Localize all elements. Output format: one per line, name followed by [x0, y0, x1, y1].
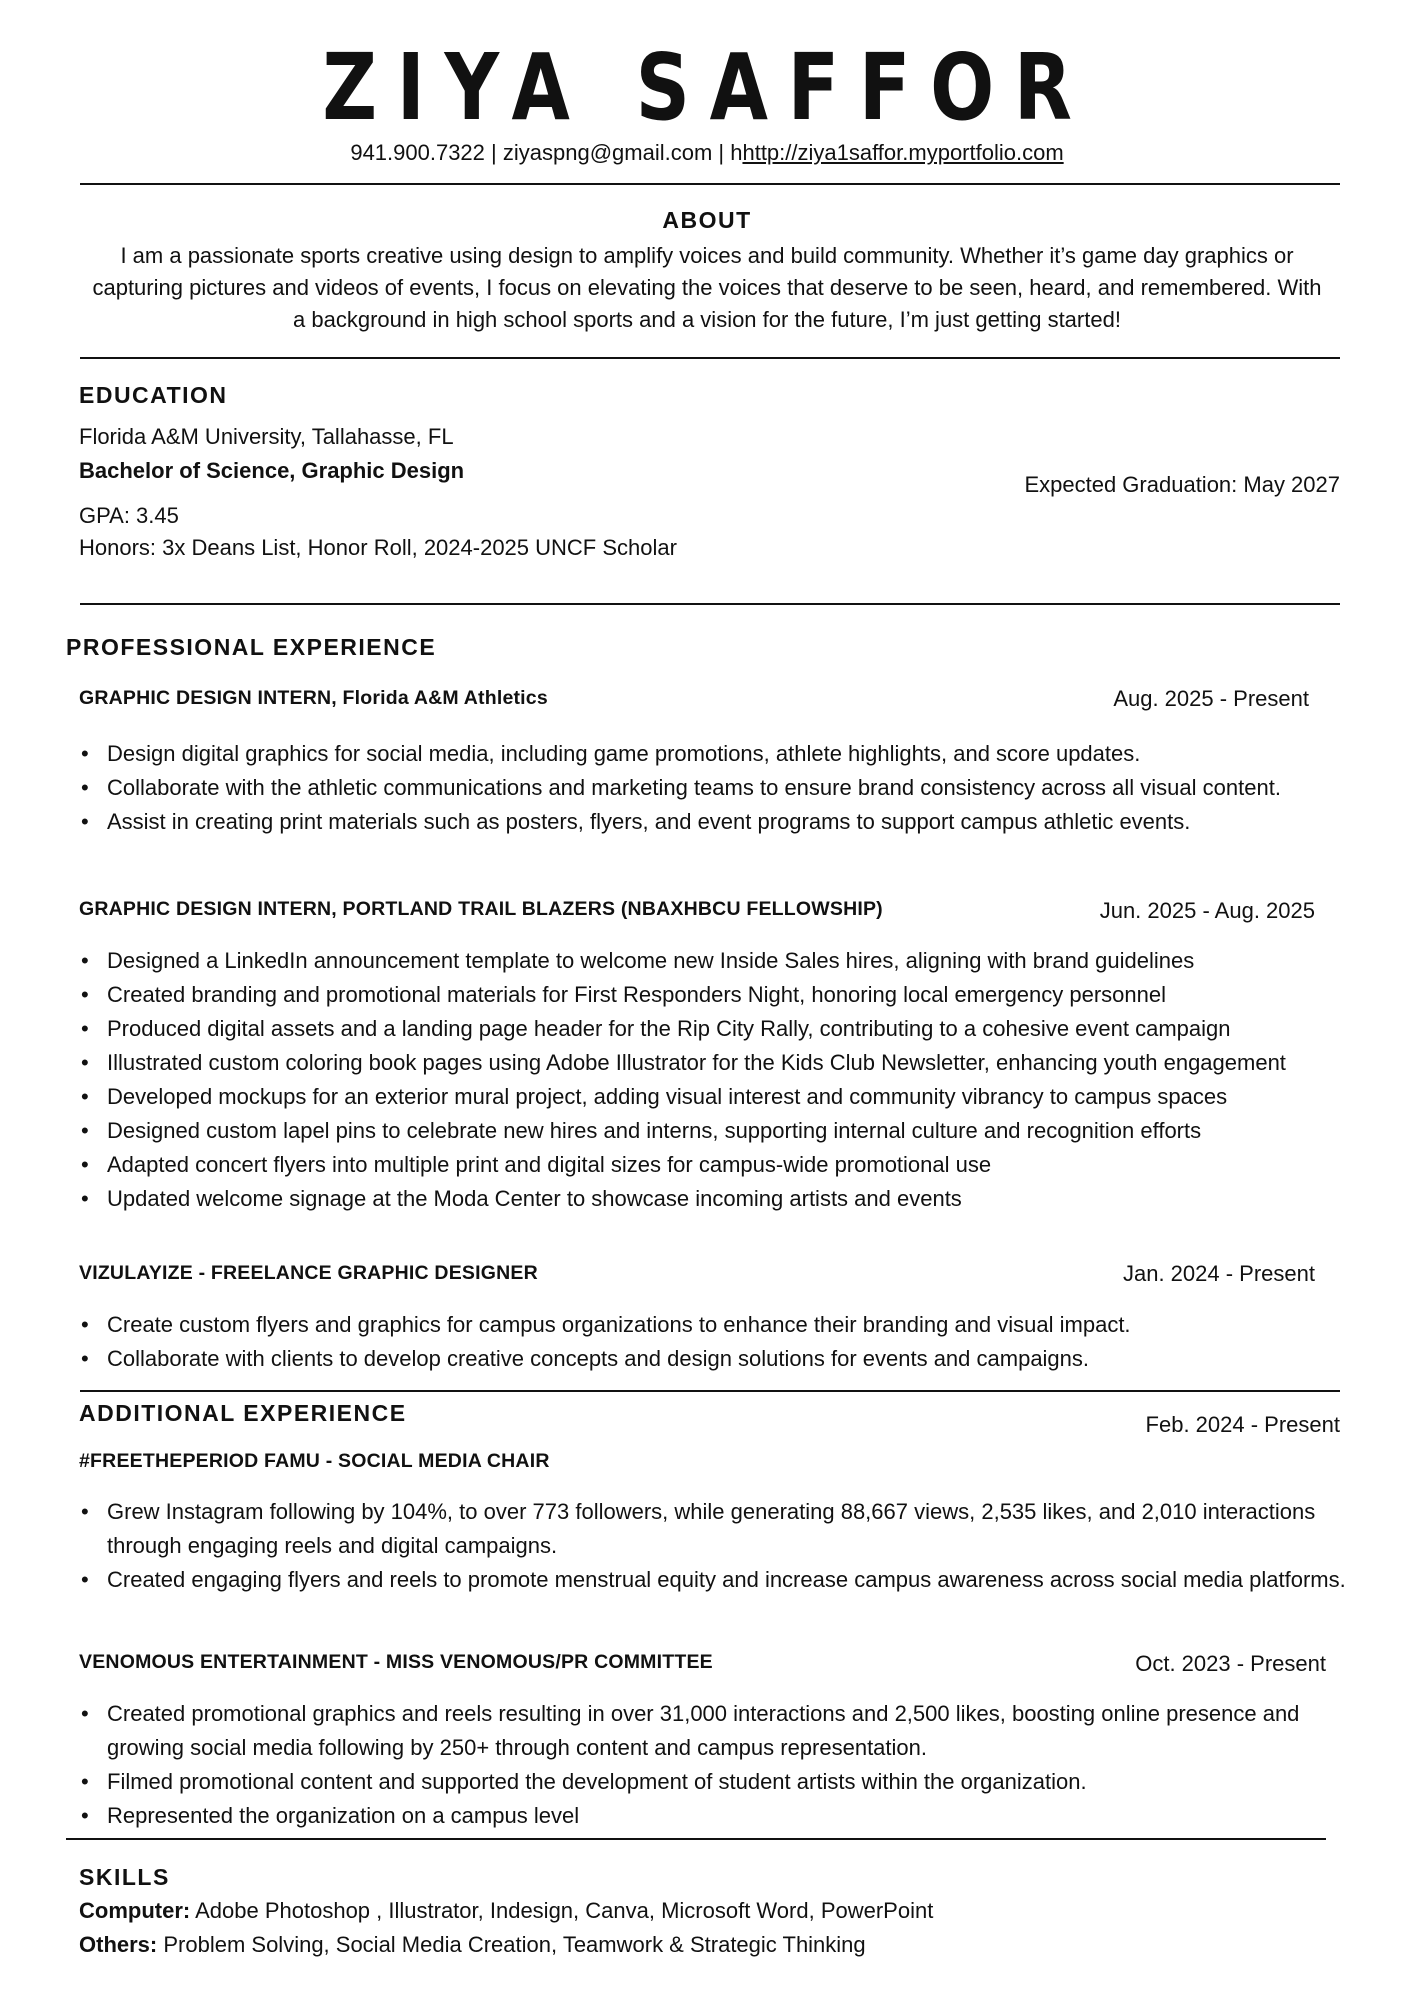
list-item: • Design digital graphics for social media, including game promotions, athlete highlights, and score updates. [79, 737, 1349, 771]
school: Florida A&M University, Tallahasse, FL [79, 424, 454, 449]
professional-experience-heading: PROFESSIONAL EXPERIENCE [66, 634, 437, 660]
divider [66, 1838, 1326, 1840]
job-bullets [79, 944, 1359, 1216]
gpa: GPA: 3.45 [79, 503, 179, 528]
list-item: • Create custom flyers and graphics for campus organizations to enhance their branding and visual impact. [79, 1308, 1359, 1342]
contact-line [0, 140, 1414, 166]
job-bullets [79, 1308, 1359, 1376]
list-item: • Adapted concert flyers into multiple print and digital sizes for campus-wide promotional use [79, 1148, 1359, 1182]
job-title: VENOMOUS ENTERTAINMENT - MISS VENOMOUS/PR COMMITTEE [79, 1651, 713, 1673]
job-title: VIZULAYIZE - FREELANCE GRAPHIC DESIGNER [79, 1262, 538, 1284]
divider [80, 603, 1340, 605]
list-item: • Collaborate with clients to develop creative concepts and design solutions for events and campaigns. [79, 1342, 1359, 1376]
job-title: GRAPHIC DESIGN INTERN, PORTLAND TRAIL BLAZERS (NBAXHBCU FELLOWSHIP) [79, 898, 883, 920]
skills-others-value: Problem Solving, Social Media Creation, Teamwork & Strategic Thinking [157, 1932, 866, 1957]
additional-experience-heading: ADDITIONAL EXPERIENCE [79, 1400, 407, 1426]
job-bullets [79, 737, 1349, 839]
job-date: Oct. 2023 - Present [1135, 1651, 1326, 1676]
skills-others [79, 1928, 866, 1962]
contact-separator: | [484, 140, 503, 165]
skills-others-label: Others: [79, 1932, 158, 1957]
list-item: • Designed custom lapel pins to celebrate new hires and interns, supporting internal culture and recognition efforts [79, 1114, 1359, 1148]
list-item: • Updated welcome signage at the Moda Center to showcase incoming artists and events [79, 1182, 1359, 1216]
about-heading: ABOUT [662, 207, 752, 233]
contact-separator: | h [712, 140, 743, 165]
list-item: • Designed a LinkedIn announcement template to welcome new Inside Sales hires, aligning with brand guidelines [79, 944, 1359, 978]
job-bullets [79, 1495, 1349, 1597]
skills-computer-label: Computer: [79, 1898, 191, 1923]
list-item: • Created promotional graphics and reels resulting in over 31,000 interactions and 2,500 likes, boosting online presence and growing social media following by 250+ through content and campus representation. [79, 1697, 1382, 1765]
list-item: • Filmed promotional content and supported the development of student artists within the organization. [79, 1765, 1369, 1799]
skills-heading: SKILLS [79, 1864, 170, 1890]
divider [80, 1390, 1340, 1392]
about-text: I am a passionate sports creative using design to amplify voices and build community. Whether it’s game day graphics or capturing pictures and videos of events, I focus on elevating the voices that deserve to be seen, heard, and remembered. With a background in high school sports and a vision for the future, I’m just getting started! [92, 243, 1322, 332]
list-item: • Illustrated custom coloring book pages using Adobe Illustrator for the Kids Club Newsletter, enhancing youth engagement [79, 1046, 1327, 1080]
job-title: #FREETHEPERIOD FAMU - SOCIAL MEDIA CHAIR [79, 1450, 550, 1472]
job-date: Jun. 2025 - Aug. 2025 [1099, 898, 1315, 923]
education-heading: EDUCATION [79, 382, 228, 408]
degree: Bachelor of Science, Graphic Design [79, 458, 465, 483]
list-item: • Grew Instagram following by 104%, to over 773 followers, while generating 88,667 views, 2,535 likes, and 2,010 interactions through engaging reels and digital campaigns. [79, 1495, 1322, 1563]
divider [80, 183, 1340, 185]
list-item: • Assist in creating print materials such as posters, flyers, and event programs to support campus athletic events. [79, 805, 1349, 839]
job-date: Feb. 2024 - Present [1145, 1412, 1340, 1437]
list-item: • Represented the organization on a campus level [79, 1799, 1369, 1833]
job-date: Aug. 2025 - Present [1113, 686, 1309, 711]
skills-computer-value: Adobe Photoshop , Illustrator, Indesign, Canva, Microsoft Word, PowerPoint [190, 1898, 934, 1923]
phone: 941.900.7322 [350, 140, 485, 165]
divider [80, 357, 1340, 359]
job-title: GRAPHIC DESIGN INTERN, Florida A&M Athletics [79, 687, 548, 709]
list-item: • Created engaging flyers and reels to promote menstrual equity and increase campus awareness across social media platforms. [79, 1563, 1357, 1597]
list-item: • Produced digital assets and a landing page header for the Rip City Rally, contributing to a cohesive event campaign [79, 1012, 1359, 1046]
graduation-date: Expected Graduation: May 2027 [1024, 472, 1340, 497]
list-item: • Created branding and promotional materials for First Responders Night, honoring local emergency personnel [79, 978, 1359, 1012]
skills-computer [79, 1894, 933, 1928]
job-bullets [79, 1697, 1369, 1833]
list-item: • Collaborate with the athletic communications and marketing teams to ensure brand consistency across all visual content. [79, 771, 1347, 805]
email: ziyaspng@gmail.com [502, 140, 713, 165]
job-date: Jan. 2024 - Present [1122, 1261, 1315, 1286]
portfolio-link[interactable]: http://ziya1saffor.myportfolio.com [742, 140, 1064, 165]
list-item: • Developed mockups for an exterior mural project, adding visual interest and community vibrancy to campus spaces [79, 1080, 1359, 1114]
honors: Honors: 3x Deans List, Honor Roll, 2024-2025 UNCF Scholar [79, 535, 677, 560]
resume-name: ZIYA SAFFOR [322, 34, 1092, 141]
